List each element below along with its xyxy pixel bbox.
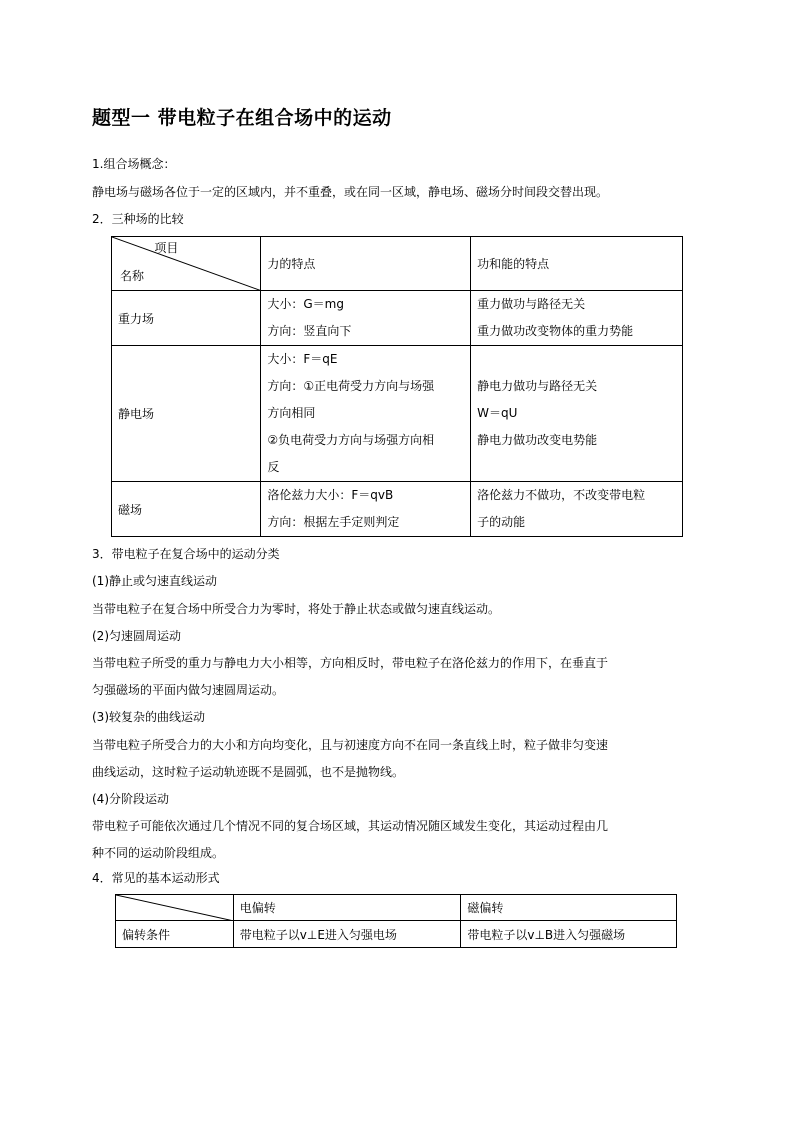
diagonal-line <box>116 895 234 921</box>
force-cell: 大小：G＝mg 方向：竖直向下 <box>261 291 471 346</box>
force-cell: 洛伦兹力大小：F＝qvB 方向：根据左手定则判定 <box>261 482 471 537</box>
header-electric-deflection: 电偏转 <box>233 895 461 921</box>
section-3-heading: 3．带电粒子在复合场中的运动分类 <box>92 547 280 561</box>
paragraph-line: 曲线运动，这时粒子运动轨迹既不是圆弧，也不是抛物线。 <box>92 765 405 779</box>
deflection-table <box>115 894 677 948</box>
header-energy: 功和能的特点 <box>471 237 683 291</box>
subheading-2: (2)匀速圆周运动 <box>92 629 181 643</box>
subheading-3: (3)较复杂的曲线运动 <box>92 710 205 724</box>
corner-bottom-label: 名称 <box>120 269 145 283</box>
energy-cell: 重力做功与路径无关 重力做功改变物体的重力势能 <box>471 291 683 346</box>
page-title: 题型一 带电粒子在组合场中的运动 <box>92 107 392 129</box>
header-magnetic-deflection: 磁偏转 <box>461 895 677 921</box>
paragraph-line: 当带电粒子所受合力的大小和方向均变化，且与初速度方向不在同一条直线上时，粒子做非匀变速 <box>92 738 609 752</box>
section-1-text: 静电场与磁场各位于一定的区域内，并不重叠，或在同一区域，静电场、磁场分时间段交替出现。 <box>92 185 609 199</box>
row-name: 重力场 <box>112 291 261 346</box>
row-label: 偏转条件 <box>116 921 234 948</box>
condition-electric: 带电粒子以v⊥E进入匀强电场 <box>233 921 461 948</box>
field-comparison-table <box>111 236 683 537</box>
corner-cell <box>112 237 261 291</box>
condition-magnetic: 带电粒子以v⊥B进入匀强磁场 <box>461 921 677 948</box>
table-row <box>116 921 677 948</box>
subheading-1: (1)静止或匀速直线运动 <box>92 574 217 588</box>
force-cell: 大小：F＝qE 方向：①正电荷受力方向与场强 方向相同 ②负电荷受力方向与场强方向相 反 <box>261 346 471 482</box>
paragraph-line: 种不同的运动阶段组成。 <box>92 846 225 860</box>
paragraph-line: 当带电粒子在复合场中所受合力为零时，将处于静止状态或做匀速直线运动。 <box>92 602 501 616</box>
energy-cell: 洛伦兹力不做功，不改变带电粒 子的动能 <box>471 482 683 537</box>
row-name: 静电场 <box>112 346 261 482</box>
table-row <box>112 291 683 346</box>
section-4-heading: 4．常见的基本运动形式 <box>92 871 220 885</box>
table-row <box>112 482 683 537</box>
paragraph-line: 匀强磁场的平面内做匀速圆周运动。 <box>92 683 285 697</box>
table-row <box>112 346 683 482</box>
subheading-4: (4)分阶段运动 <box>92 792 169 806</box>
row-name: 磁场 <box>112 482 261 537</box>
section-1-heading: 1.组合场概念： <box>92 157 176 171</box>
section-2-heading: 2．三种场的比较 <box>92 212 184 226</box>
corner-cell <box>116 895 234 921</box>
corner-top-label: 项目 <box>154 241 179 255</box>
energy-cell: 静电力做功与路径无关 W＝qU 静电力做功改变电势能 <box>471 346 683 482</box>
header-force: 力的特点 <box>261 237 471 291</box>
paragraph-line: 带电粒子可能依次通过几个情况不同的复合场区域，其运动情况随区域发生变化，其运动过程由几 <box>92 819 609 833</box>
paragraph-line: 当带电粒子所受的重力与静电力大小相等，方向相反时，带电粒子在洛伦兹力的作用下，在垂直于 <box>92 656 609 670</box>
